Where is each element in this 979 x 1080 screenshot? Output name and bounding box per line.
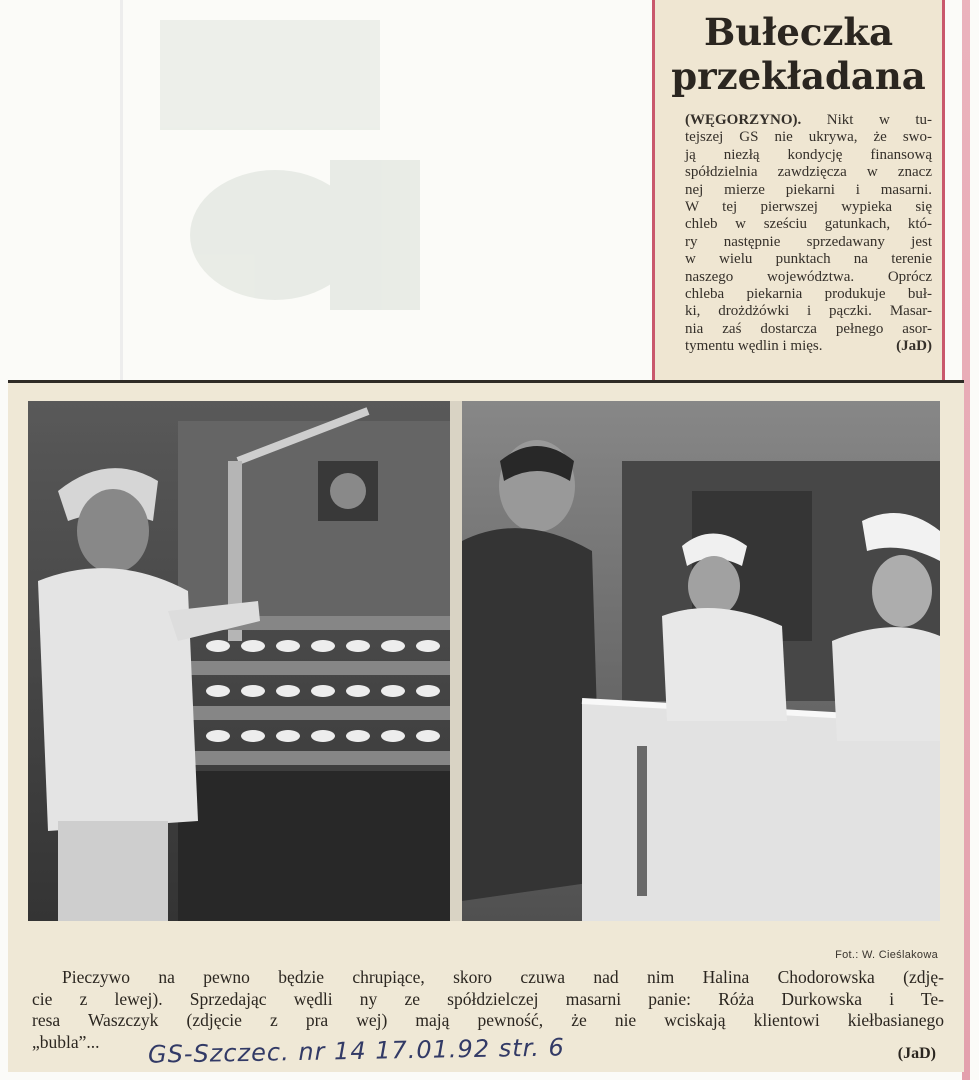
article-line: chleba piekarnia produkuje buł- xyxy=(685,286,932,303)
article-line: naszego województwa. Oprócz xyxy=(685,268,932,285)
article-line: ją niezłą kondycję finansową xyxy=(685,146,932,163)
article-title-line-2: przekładana xyxy=(671,54,926,98)
article-line: spółdzielnia zawdzięcza w znacz xyxy=(685,164,932,181)
article-title-line-1: Bułeczka xyxy=(703,10,894,54)
photo-bakery-worker xyxy=(28,401,450,921)
article-author: (JaD) xyxy=(896,338,932,355)
caption-author: (JaD) xyxy=(897,1045,936,1062)
photo-butcher-illustration xyxy=(462,401,940,921)
article-dateline: (WĘGORZYNO). xyxy=(685,112,802,128)
article-last-line xyxy=(685,338,932,355)
article-line: w wielu punktach na terenie xyxy=(685,251,932,268)
photo-bakery-illustration xyxy=(28,401,450,921)
caption-line: „bubla”... xyxy=(32,1031,100,1052)
article-clipping xyxy=(652,0,945,383)
photo-divider xyxy=(450,401,462,921)
article-line: nia zaś dostarcza pełnego asor- xyxy=(685,320,932,337)
article-line: ki, drożdżówki i pączki. Masar- xyxy=(685,303,932,320)
handwritten-note: GS-Szczec. nr 14 17.01.92 str. 6 xyxy=(147,1033,566,1069)
article-title xyxy=(655,10,942,98)
article-line: W tej pierwszej wypieka się xyxy=(685,199,932,216)
article-line: ry następnie sprzedawany jest xyxy=(685,233,932,250)
article-body xyxy=(685,112,932,356)
article-line-text: tymentu wędlin i mięs. xyxy=(685,338,823,355)
article-line: nej mierze piekarni i masarni. xyxy=(685,181,932,198)
photo-butcher-counter xyxy=(462,401,940,921)
photo-credit: Fot.: W. Cieślakowa xyxy=(835,949,938,961)
caption-line: Pieczywo na pewno będzie chrupiące, skoro czuwa nad nim Halina Chodorowska (zdję- xyxy=(62,967,944,987)
article-line: chleb w sześciu gatunkach, któ- xyxy=(685,216,932,233)
photo-clipping xyxy=(8,380,964,1072)
caption-line: cie z lewej). Sprzedając wędli ny ze spółdzielczej masarni panie: Róża Durkowska i Te- xyxy=(32,988,944,1009)
caption-line: resa Waszczyk (zdjęcie z pra wej) mają pewność, że nie wciskają klientowi kiełbasianego xyxy=(32,1010,944,1030)
article-line xyxy=(685,112,932,129)
article-line-text: Nikt w tu- xyxy=(801,112,932,128)
article-line: tejszej GS nie ukrywa, że swo- xyxy=(685,129,932,146)
background-bleedthrough xyxy=(120,0,420,380)
